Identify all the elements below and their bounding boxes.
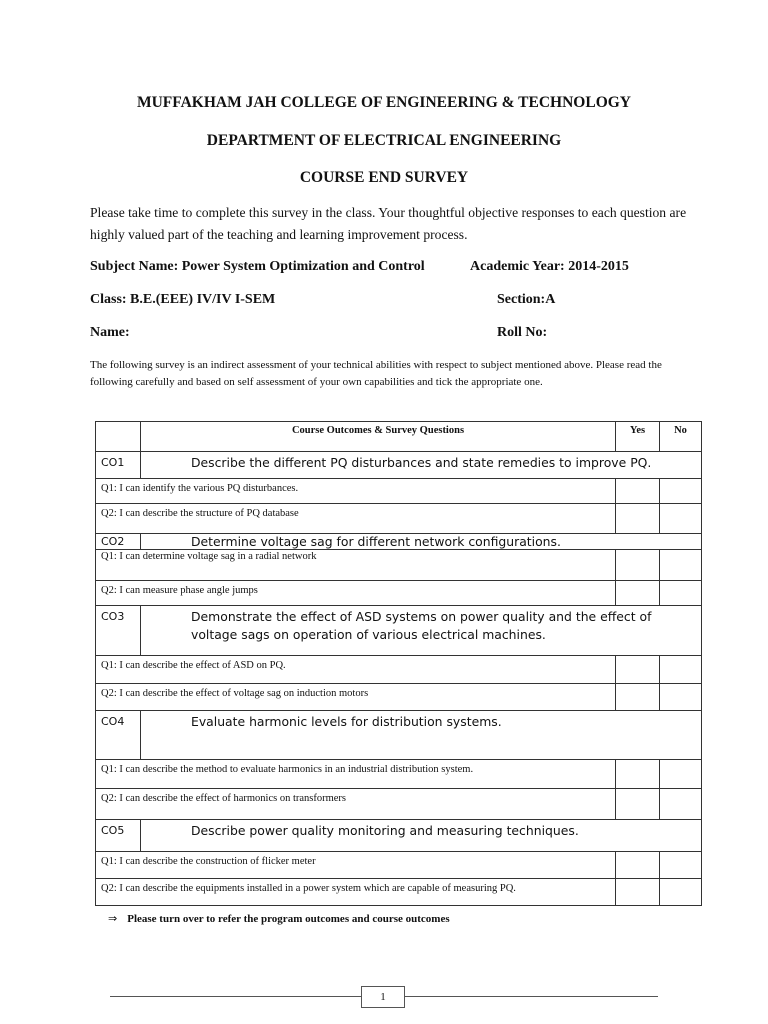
yes-checkbox[interactable] (616, 879, 660, 906)
question-text: Q2: I can measure phase angle jumps (96, 581, 616, 606)
intro-paragraph: Please take time to complete this survey in the class. Your thoughtful objective responses to each question are highly valued part of the teaching and learning improvement process. (90, 205, 687, 242)
question-text: Q2: I can describe the structure of PQ database (96, 504, 616, 534)
name-label: Name: (90, 325, 130, 340)
co2-row (96, 534, 702, 550)
yes-checkbox[interactable] (616, 789, 660, 820)
survey-table (95, 421, 702, 906)
no-checkbox[interactable] (660, 684, 702, 711)
co4-row (96, 711, 702, 760)
table-row (96, 479, 702, 504)
footnote (108, 912, 450, 925)
table-header-row (96, 422, 702, 452)
header-outcomes: Course Outcomes & Survey Questions (141, 422, 616, 452)
co-description: Determine voltage sag for different network configurations. (141, 534, 702, 550)
question-text: Q2: I can describe the effect of voltage sag on induction motors (96, 684, 616, 711)
question-text: Q1: I can describe the effect of ASD on PQ. (96, 656, 616, 684)
co-code: CO5 (96, 820, 141, 852)
college-name: MUFFAKHAM JAH COLLEGE OF ENGINEERING & TECHNOLOGY (136, 94, 632, 111)
table-row (96, 760, 702, 789)
table-row (96, 550, 702, 581)
no-checkbox[interactable] (660, 656, 702, 684)
table-row (96, 879, 702, 906)
yes-checkbox[interactable] (616, 760, 660, 789)
table-row (96, 656, 702, 684)
table-row (96, 684, 702, 711)
roll-no-label: Roll No: (497, 325, 548, 340)
no-checkbox[interactable] (660, 479, 702, 504)
right-double-arrow-icon: ⇒ (108, 912, 118, 925)
instructions-paragraph: The following survey is an indirect assessment of your technical abilities with respect to subject mentioned above. Please read the following carefully and based on self assessment of your own capabilities and tick the appropriate one. (90, 359, 662, 388)
no-checkbox[interactable] (660, 879, 702, 906)
co-description: Describe the different PQ disturbances and state remedies to improve PQ. (141, 452, 702, 479)
yes-checkbox[interactable] (616, 504, 660, 534)
survey-title: COURSE END SURVEY (299, 169, 469, 186)
yes-checkbox[interactable] (616, 550, 660, 581)
question-text: Q1: I can describe the method to evaluate harmonics in an industrial distribution system. (96, 760, 616, 789)
yes-checkbox[interactable] (616, 852, 660, 879)
co5-row (96, 820, 702, 852)
co1-row (96, 452, 702, 479)
co3-row (96, 606, 702, 656)
table-row (96, 504, 702, 534)
section-label: Section:A (497, 292, 556, 307)
no-checkbox[interactable] (660, 581, 702, 606)
no-checkbox[interactable] (660, 789, 702, 820)
question-text: Q1: I can identify the various PQ disturbances. (96, 479, 616, 504)
header-blank (96, 422, 141, 452)
yes-checkbox[interactable] (616, 581, 660, 606)
no-checkbox[interactable] (660, 760, 702, 789)
department-name: DEPARTMENT OF ELECTRICAL ENGINEERING (206, 132, 562, 149)
yes-checkbox[interactable] (616, 479, 660, 504)
question-text: Q2: I can describe the effect of harmonics on transformers (96, 789, 616, 820)
co-code: CO4 (96, 711, 141, 760)
academic-year: Academic Year: 2014-2015 (470, 259, 629, 274)
header-yes: Yes (616, 422, 660, 452)
table-row (96, 852, 702, 879)
co-description: Demonstrate the effect of ASD systems on power quality and the effect of voltage sags on operation of various electrical machines. (141, 606, 702, 656)
class-label: Class: B.E.(EEE) IV/IV I-SEM (90, 292, 276, 307)
co-code: CO1 (96, 452, 141, 479)
co-description: Evaluate harmonic levels for distribution systems. (141, 711, 702, 760)
question-text: Q1: I can describe the construction of flicker meter (96, 852, 616, 879)
table-row (96, 789, 702, 820)
yes-checkbox[interactable] (616, 684, 660, 711)
no-checkbox[interactable] (660, 550, 702, 581)
footnote-text: Please turn over to refer the program outcomes and course outcomes (127, 913, 450, 925)
page-number: 1 (361, 986, 405, 1008)
no-checkbox[interactable] (660, 504, 702, 534)
co-description: Describe power quality monitoring and measuring techniques. (141, 820, 702, 852)
question-text: Q2: I can describe the equipments installed in a power system which are capable of measuring PQ. (96, 879, 616, 906)
co-code: CO3 (96, 606, 141, 656)
subject-name: Subject Name: Power System Optimization and Control (90, 259, 425, 274)
table-row (96, 581, 702, 606)
question-text: Q1: I can determine voltage sag in a radial network (96, 550, 616, 581)
co-code: CO2 (96, 534, 141, 550)
no-checkbox[interactable] (660, 852, 702, 879)
yes-checkbox[interactable] (616, 656, 660, 684)
header-no: No (660, 422, 702, 452)
